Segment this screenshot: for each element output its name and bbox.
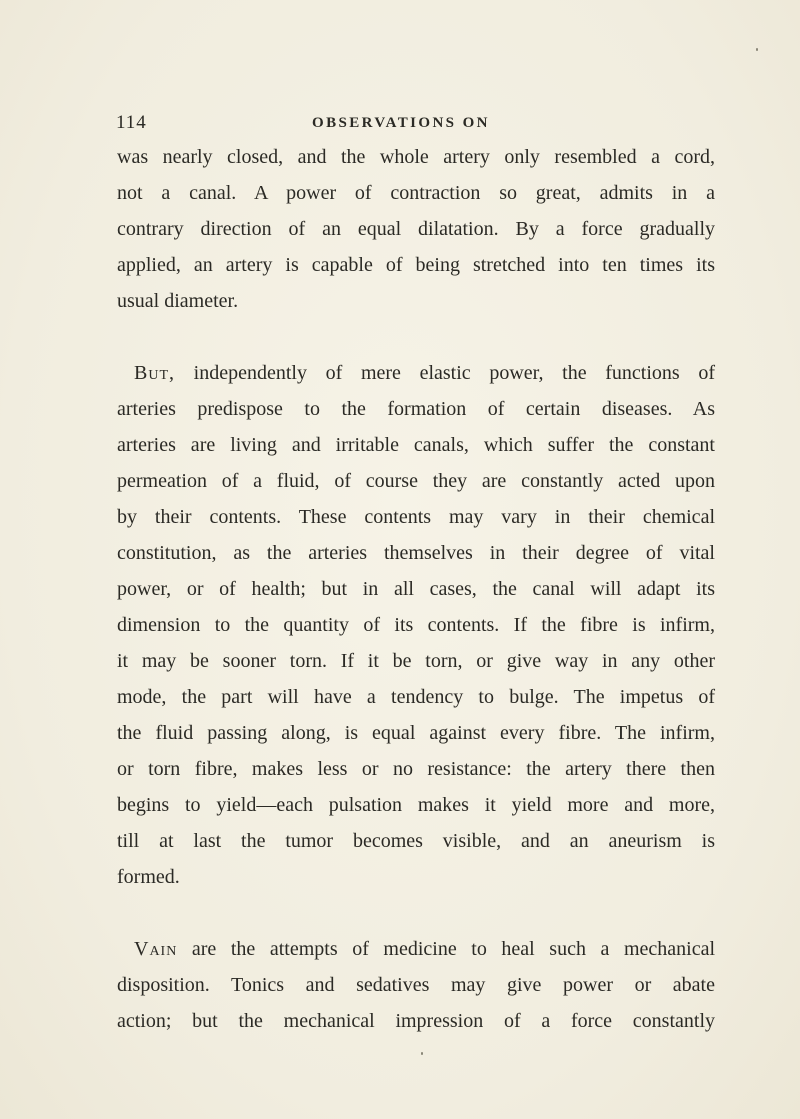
body-text [117,139,715,1039]
running-title: OBSERVATIONS ON [312,115,490,131]
running-head [116,112,716,142]
text-line: disposition. Tonics and sedatives may give power or abate [117,974,715,996]
text-line [117,355,715,391]
text-run: are the attempts of medicine to heal such a mechanical [177,938,715,960]
paragraph-1 [117,139,715,319]
text-line: dimension to the quantity of its contents. If the fibre is infirm, [117,614,715,636]
lead-word: Vain [134,938,178,960]
text-line: not a canal. A power of contraction so great, admits in a [117,182,715,204]
text-line: it may be sooner torn. If it be torn, or give way in any other [117,650,715,672]
text-line: by their contents. These contents may vary in their chemical [117,506,715,528]
text-line: applied, an artery is capable of being stretched into ten times its [117,254,715,276]
text-line: mode, the part will have a tendency to bulge. The impetus of [117,686,715,708]
page-number: 114 [116,112,147,133]
text-line: formed. [117,866,180,888]
paper-speck [756,48,758,51]
text-line [117,931,715,967]
paragraph-2 [117,355,715,895]
text-line: arteries predispose to the formation of certain diseases. As [117,398,715,420]
text-line: constitution, as the arteries themselves in their degree of vital [117,542,715,564]
text-line: permeation of a fluid, of course they are constantly acted upon [117,470,715,492]
text-line: contrary direction of an equal dilatation. By a force gradually [117,218,715,240]
paragraph-3 [117,931,715,1039]
text-line: was nearly closed, and the whole artery only resembled a cord, [117,146,715,168]
lead-word: But, [134,362,176,384]
text-line: arteries are living and irritable canals, which suffer the constant [117,434,715,456]
text-line: usual diameter. [117,290,239,312]
text-line: begins to yield—each pulsation makes it yield more and more, [117,794,715,816]
paper-speck [421,1052,423,1055]
text-line: or torn fibre, makes less or no resistance: the artery there then [117,758,715,780]
text-run: independently of mere elastic power, the functions of [175,362,715,384]
text-line: till at last the tumor becomes visible, and an aneurism is [117,830,715,852]
text-line: action; but the mechanical impression of a force constantly [117,1010,715,1032]
text-line: the fluid passing along, is equal against every fibre. The infirm, [117,722,715,744]
text-line: power, or of health; but in all cases, the canal will adapt its [117,578,715,600]
